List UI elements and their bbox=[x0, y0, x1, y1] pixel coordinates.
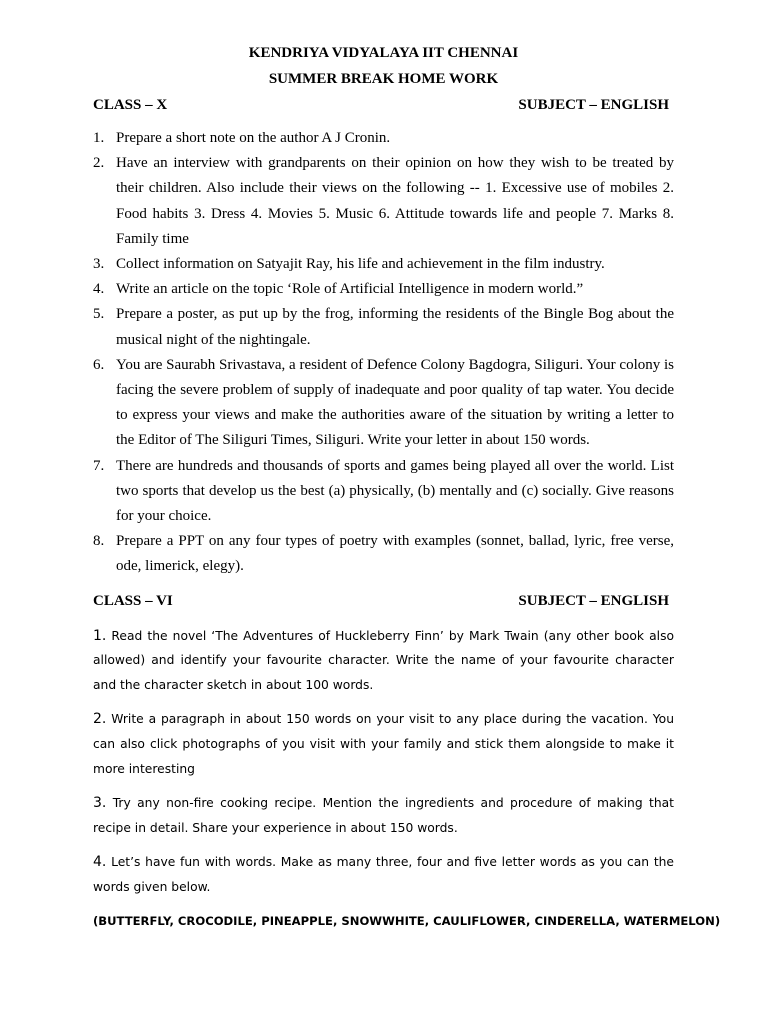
task-text: Prepare a poster, as put up by the frog, informing the residents of the Bingle Bog about the musical night of the nightingale. bbox=[116, 306, 674, 348]
class-x-task bbox=[93, 252, 674, 277]
class-vi-label: CLASS – VI bbox=[93, 592, 173, 609]
task-text: Prepare a short note on the author A J Cronin. bbox=[116, 130, 391, 146]
task-number: 5. bbox=[93, 306, 105, 323]
class-x-subject-label: SUBJECT – ENGLISH bbox=[518, 97, 669, 113]
class-vi-task bbox=[93, 850, 674, 899]
class-x-task bbox=[93, 151, 674, 252]
task-text: Collect information on Satyajit Ray, his life and achievement in the film industry. bbox=[116, 256, 605, 273]
task-number: 1. bbox=[93, 130, 105, 146]
task-text: Write a paragraph in about 150 words on your visit to any place during the vacation. You can also click photographs of you visit with your family and stick them alongside to make it more interesting bbox=[93, 712, 674, 776]
task-number: 4. bbox=[93, 281, 105, 298]
class-x-header bbox=[93, 94, 674, 116]
class-x-task bbox=[93, 277, 674, 302]
document-title: SUMMER BREAK HOME WORK bbox=[268, 71, 499, 87]
task-text: Try any non-fire cooking recipe. Mention the ingredients and procedure of making that recipe in detail. Share your experience in about 150 words. bbox=[93, 796, 674, 835]
class-vi-task bbox=[93, 791, 674, 840]
class-x-task-list bbox=[93, 126, 674, 580]
school-name: KENDRIYA VIDYALAYA IIT CHENNAI bbox=[248, 45, 519, 61]
word-list: (BUTTERFLY, CROCODILE, PINEAPPLE, SNOWWHITE, CAULIFLOWER, CINDERELLA, WATERMELON) bbox=[93, 913, 721, 928]
class-x-task bbox=[93, 353, 674, 454]
task-number: 7. bbox=[93, 457, 105, 474]
task-number: 3. bbox=[93, 256, 105, 273]
task-text: Read the novel ‘The Adventures of Huckleberry Finn’ by Mark Twain (any other book also allowed) and identify your favourite character. Write the name of your favourite character and the character sketch in about 100 words. bbox=[93, 628, 674, 692]
task-number: 3. bbox=[93, 795, 107, 812]
class-x-task bbox=[93, 126, 674, 151]
homework-page bbox=[93, 40, 721, 932]
class-vi-task bbox=[93, 624, 674, 698]
task-text: There are hundreds and thousands of sports and games being played all over the world. List two sports that develop us the best (a) physically, (b) mentally and (c) socially. Give reasons for your choice. bbox=[116, 457, 674, 525]
class-x-task bbox=[93, 302, 674, 352]
task-number: 4. bbox=[93, 854, 107, 871]
task-text: Prepare a PPT on any four types of poetry with examples (sonnet, ballad, lyric, free verse, ode, limerick, elegy). bbox=[116, 533, 674, 575]
class-vi-task bbox=[93, 707, 674, 781]
task-number: 2. bbox=[93, 155, 105, 172]
class-vi-subject-label: SUBJECT – ENGLISH bbox=[518, 592, 669, 609]
task-text: Have an interview with grandparents on their opinion on how they wish to be treated by their children. Also include their views on the following -- 1. Excessive use of mobiles 2. Food habits 3. Dress 4. Movies 5. Music 6. Attitude towards life and people 7. Marks 8. Family time bbox=[116, 155, 674, 247]
task-text: Write an article on the topic ‘Role of Artificial Intelligence in modern world.” bbox=[116, 281, 584, 298]
task-text: Let’s have fun with words. Make as many three, four and five letter words as you can the words given below. bbox=[93, 855, 674, 894]
task-number: 2. bbox=[93, 711, 107, 728]
task-number: 1. bbox=[93, 627, 107, 644]
task-text: You are Saurabh Srivastava, a resident of Defence Colony Bagdogra, Siliguri. Your colony is facing the severe problem of supply of inadequate and poor quality of tap water. You decide to express your views and make the authorities aware of the situation by writing a letter to the Editor of The Siliguri Times, Siliguri. Write your letter in about 150 words. bbox=[116, 356, 674, 449]
class-x-label: CLASS – X bbox=[93, 97, 168, 113]
class-vi-header bbox=[93, 590, 674, 612]
task-number: 8. bbox=[93, 533, 105, 550]
class-x-task bbox=[93, 529, 674, 579]
class-x-task bbox=[93, 454, 674, 530]
task-number: 6. bbox=[93, 356, 105, 373]
